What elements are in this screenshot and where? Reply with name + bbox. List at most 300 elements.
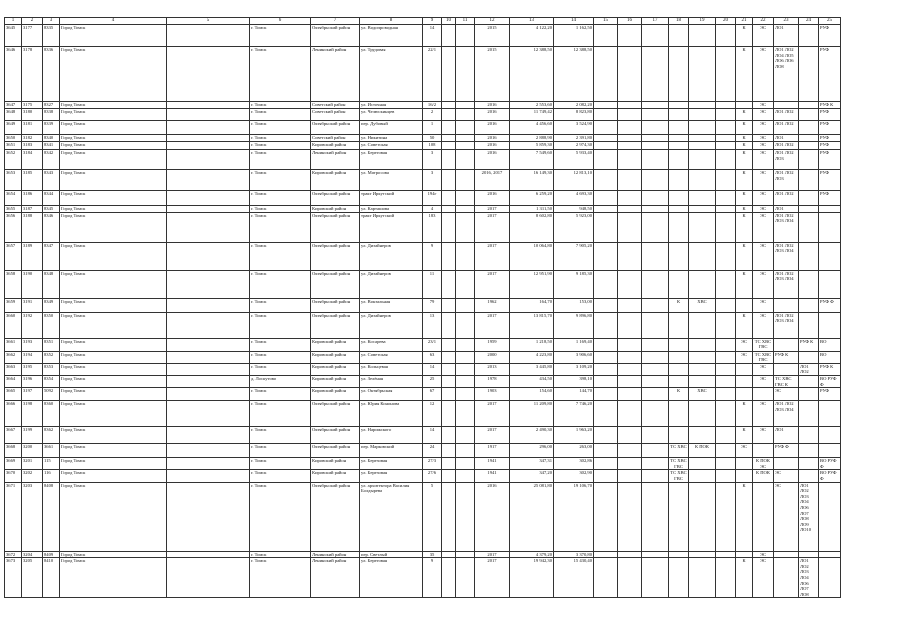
table-cell <box>618 444 642 458</box>
table-cell: 1941 <box>475 470 510 482</box>
table-cell: 8350 <box>43 312 60 338</box>
table-cell: ЭС <box>753 121 774 135</box>
table-cell: 434,50 <box>510 375 554 387</box>
table-cell: К <box>736 170 753 191</box>
table-cell <box>618 558 642 598</box>
table-row <box>5 191 841 206</box>
table-cell: тракт Иркутский <box>360 212 423 242</box>
table-cell: 8354 <box>43 375 60 387</box>
table-cell: 8353 <box>43 363 60 375</box>
table-cell <box>689 401 716 427</box>
table-cell <box>819 482 841 551</box>
table-cell: РУФ К <box>799 338 819 351</box>
table-cell: ВО РУФ Ф <box>819 458 841 470</box>
table-cell <box>594 482 618 551</box>
table-cell: 10 064,80 <box>510 242 554 270</box>
table-cell <box>618 206 642 213</box>
table-cell <box>618 212 642 242</box>
table-cell: ул. Дизайнеров <box>360 242 423 270</box>
table-row <box>5 351 841 363</box>
table-cell: 116 <box>43 470 60 482</box>
table-cell: ул. Кольцевая <box>360 363 423 375</box>
table-cell: 144,70 <box>554 388 594 401</box>
table-cell: 3667 <box>5 427 22 444</box>
table-cell <box>716 458 736 470</box>
table-cell <box>642 551 669 558</box>
column-number-header: 24 <box>799 18 819 25</box>
table-cell: 1 963,20 <box>554 427 594 444</box>
table-cell: 8352 <box>43 351 60 363</box>
table-row <box>5 170 841 191</box>
table-cell: К <box>669 298 689 312</box>
column-number-header: 8 <box>360 18 423 25</box>
table-row <box>5 363 841 375</box>
table-cell: 3662 <box>5 351 22 363</box>
table-cell <box>819 558 841 598</box>
table-cell <box>716 401 736 427</box>
table-cell <box>167 375 250 387</box>
table-cell <box>618 363 642 375</box>
table-cell <box>689 375 716 387</box>
table-cell <box>594 121 618 135</box>
table-cell: 3654 <box>5 191 22 206</box>
table-cell: ЛО1 ЛО2 ЛО3 ЛО4 <box>774 212 799 242</box>
table-cell: 3182 <box>22 135 43 142</box>
table-cell <box>799 142 819 150</box>
table-cell <box>456 482 475 551</box>
table-cell: Город Томск <box>60 558 167 598</box>
table-cell: 22/1 <box>423 47 442 102</box>
table-cell: 3204 <box>22 551 43 558</box>
table-cell <box>689 170 716 191</box>
table-cell: Октябрьский район <box>311 242 360 270</box>
table-cell: 8340 <box>43 135 60 142</box>
table-cell: 4 456,60 <box>510 121 554 135</box>
table-cell <box>736 458 753 470</box>
table-cell: 164,70 <box>510 298 554 312</box>
table-cell <box>774 458 799 470</box>
table-cell: РУФ <box>819 170 841 191</box>
table-cell: 1 169,40 <box>554 338 594 351</box>
table-cell: ул. Дизайнеров <box>360 312 423 338</box>
table-cell: 8 602,80 <box>510 212 554 242</box>
table-cell: К <box>736 47 753 102</box>
table-cell <box>456 242 475 270</box>
table-cell <box>689 47 716 102</box>
table-cell: 27/6 <box>423 470 442 482</box>
table-cell: ЭС <box>753 558 774 598</box>
table-cell <box>167 150 250 170</box>
table-row <box>5 401 841 427</box>
table-cell: 3 445,80 <box>510 363 554 375</box>
table-cell: 3195 <box>22 363 43 375</box>
table-cell <box>442 212 456 242</box>
table-cell: ЛО1 ЛО2 ЛО3 <box>774 150 799 170</box>
table-cell: 263,00 <box>554 444 594 458</box>
table-cell: г. Томск <box>250 312 311 338</box>
table-cell: Город Томск <box>60 121 167 135</box>
table-cell <box>594 142 618 150</box>
table-cell <box>642 482 669 551</box>
table-cell: Город Томск <box>60 47 167 102</box>
table-cell: 7 549,60 <box>510 150 554 170</box>
table-cell <box>736 298 753 312</box>
table-cell <box>774 551 799 558</box>
column-number-header: 20 <box>716 18 736 25</box>
table-cell: 2 490,30 <box>510 427 554 444</box>
table-cell <box>689 191 716 206</box>
table-cell: 12 388,50 <box>510 47 554 102</box>
table-cell: ул. Береговая <box>360 150 423 170</box>
table-cell: Город Томск <box>60 170 167 191</box>
table-cell: 8410 <box>43 558 60 598</box>
table-cell <box>799 298 819 312</box>
table-cell: г. Томск <box>250 338 311 351</box>
table-row <box>5 427 841 444</box>
table-cell <box>618 551 642 558</box>
table-cell <box>167 142 250 150</box>
table-cell: К <box>736 558 753 598</box>
table-cell: Город Томск <box>60 242 167 270</box>
table-cell: ТС ХВС ГВС <box>670 470 687 481</box>
table-cell <box>618 47 642 102</box>
table-cell: ул. Вокзальная <box>360 298 423 312</box>
table-cell <box>669 551 689 558</box>
table-cell: 12 388,50 <box>554 47 594 102</box>
table-cell: Октябрьский район <box>311 427 360 444</box>
table-cell: г. Томск <box>250 191 311 206</box>
table-cell: г. Томск <box>250 270 311 298</box>
table-cell: Октябрьский район <box>311 270 360 298</box>
table-cell <box>799 135 819 142</box>
table-cell: г. Томск <box>250 427 311 444</box>
table-cell <box>736 388 753 401</box>
table-cell <box>442 191 456 206</box>
table-cell: 11 209,80 <box>510 401 554 427</box>
table-cell <box>642 102 669 109</box>
table-cell <box>642 25 669 47</box>
table-cell: г. Томск <box>250 351 311 363</box>
table-cell <box>716 242 736 270</box>
table-cell <box>618 135 642 142</box>
table-cell: 296,00 <box>510 444 554 458</box>
table-cell <box>689 558 716 598</box>
table-cell <box>689 206 716 213</box>
table-cell <box>669 47 689 102</box>
table-cell <box>716 102 736 109</box>
table-cell: ул. Никитина <box>360 135 423 142</box>
table-cell: Октябрьский район <box>311 312 360 338</box>
column-number-header: 14 <box>554 18 594 25</box>
table-cell: 3175 <box>22 102 43 109</box>
column-number-header: 25 <box>819 18 841 25</box>
table-cell: 2017 <box>475 212 510 242</box>
table-cell: ул. Советская <box>360 142 423 150</box>
table-cell <box>167 388 250 401</box>
table-cell: Город Томск <box>60 135 167 142</box>
table-cell <box>594 170 618 191</box>
table-cell: 2017 <box>475 401 510 427</box>
table-cell <box>167 427 250 444</box>
table-cell: г. Томск <box>250 102 311 109</box>
table-cell <box>799 270 819 298</box>
table-cell: 3672 <box>5 551 22 558</box>
table-cell: Город Томск <box>60 444 167 458</box>
table-cell <box>669 25 689 47</box>
table-cell <box>799 242 819 270</box>
table-row <box>5 270 841 298</box>
table-cell: РУФ Ф <box>774 444 799 458</box>
table-cell <box>618 375 642 387</box>
table-cell: Город Томск <box>60 150 167 170</box>
table-cell: К <box>736 401 753 427</box>
table-cell: 25 081,80 <box>510 482 554 551</box>
table-cell: К <box>736 121 753 135</box>
table-cell <box>456 470 475 482</box>
table-cell: 2017 <box>475 270 510 298</box>
table-cell: ЛО1 ЛО2 ЛО3 ЛО4 <box>774 401 799 427</box>
table-cell: 2017 <box>475 242 510 270</box>
table-cell <box>753 388 774 401</box>
table-cell: ТС ХВС ГВС К <box>774 375 799 387</box>
table-cell <box>669 351 689 363</box>
table-cell <box>689 458 716 470</box>
table-cell <box>642 150 669 170</box>
table-cell <box>442 458 456 470</box>
table-cell: ЛО1 <box>774 427 799 444</box>
table-cell <box>716 551 736 558</box>
table-cell: Ленинский район <box>311 558 360 598</box>
table-cell: 2015 <box>475 47 510 102</box>
table-cell <box>642 109 669 121</box>
table-cell: г. Томск <box>250 150 311 170</box>
table-cell: ХВС <box>689 388 716 401</box>
table-cell: 2016 <box>475 102 510 109</box>
register-sheet <box>4 17 841 598</box>
table-cell <box>456 142 475 150</box>
table-cell: ТС ХВС ГВС <box>753 351 774 363</box>
table-cell <box>594 242 618 270</box>
table-cell <box>689 312 716 338</box>
table-cell: 3666 <box>5 401 22 427</box>
table-cell <box>669 427 689 444</box>
table-cell: 8345 <box>43 206 60 213</box>
table-cell: ЭС <box>753 312 774 338</box>
table-cell: 25 <box>423 375 442 387</box>
table-cell <box>689 102 716 109</box>
table-cell <box>442 375 456 387</box>
column-number-header: 16 <box>618 18 642 25</box>
table-cell <box>442 482 456 551</box>
table-cell: ТС ХВС <box>669 444 689 458</box>
table-cell: 3659 <box>5 298 22 312</box>
table-cell <box>689 427 716 444</box>
table-row <box>5 135 841 142</box>
table-cell: 2016 <box>475 191 510 206</box>
table-cell <box>669 206 689 213</box>
table-cell <box>716 427 736 444</box>
table-row <box>5 298 841 312</box>
table-cell: ЭС <box>753 401 774 427</box>
table-cell: 3664 <box>5 375 22 387</box>
table-cell: 8339 <box>43 121 60 135</box>
table-cell: ЭС <box>753 206 774 213</box>
table-cell: г. Томск <box>250 25 311 47</box>
table-cell <box>167 109 250 121</box>
table-cell: 8409 <box>43 551 60 558</box>
table-cell <box>618 121 642 135</box>
table-cell <box>456 427 475 444</box>
table-cell: г. Томск <box>250 142 311 150</box>
table-cell <box>442 242 456 270</box>
table-cell: ЛО1 ЛО2 ЛО3 ЛО4 <box>774 312 799 338</box>
table-cell <box>442 121 456 135</box>
table-cell: 2017 <box>475 312 510 338</box>
table-cell <box>819 444 841 458</box>
table-cell <box>456 191 475 206</box>
table-cell <box>456 401 475 427</box>
table-row <box>5 102 841 109</box>
table-cell: ул. Челюскинцев <box>360 109 423 121</box>
table-cell <box>442 170 456 191</box>
table-cell: 8347 <box>43 242 60 270</box>
table-cell <box>594 375 618 387</box>
table-cell <box>456 47 475 102</box>
table-cell <box>594 401 618 427</box>
column-number-header: 22 <box>753 18 774 25</box>
table-cell: 2016 <box>475 482 510 551</box>
table-cell: 115 <box>43 458 60 470</box>
table-cell: РУФ <box>819 135 841 142</box>
table-cell <box>456 351 475 363</box>
table-cell <box>753 482 774 551</box>
table-cell: 15 430,40 <box>554 558 594 598</box>
table-cell: Кировский район <box>311 170 360 191</box>
table-cell <box>442 25 456 47</box>
table-cell <box>594 363 618 375</box>
table-cell: Кировский район <box>311 375 360 387</box>
table-cell: 35 <box>423 551 442 558</box>
table-cell <box>716 298 736 312</box>
table-cell: ЭС <box>774 388 799 401</box>
table-cell <box>456 388 475 401</box>
table-cell: г. Томск <box>250 212 311 242</box>
table-cell: 3200 <box>22 444 43 458</box>
table-cell <box>753 444 774 458</box>
column-number-header: 21 <box>736 18 753 25</box>
table-cell: ЭС <box>753 298 774 312</box>
table-cell <box>456 150 475 170</box>
table-cell: К <box>736 427 753 444</box>
table-cell: 3645 <box>5 25 22 47</box>
table-cell <box>689 121 716 135</box>
table-cell <box>799 551 819 558</box>
table-cell <box>442 135 456 142</box>
table-cell <box>442 102 456 109</box>
table-cell: 2 391,80 <box>554 135 594 142</box>
table-cell <box>442 47 456 102</box>
table-cell <box>716 25 736 47</box>
table-cell: г. Томск <box>250 458 311 470</box>
table-cell: 3192 <box>22 312 43 338</box>
table-cell: 347,31 <box>510 458 554 470</box>
table-cell: ул. Матросова <box>360 170 423 191</box>
table-cell <box>716 375 736 387</box>
table-cell <box>669 109 689 121</box>
table-cell <box>456 558 475 598</box>
table-cell <box>442 401 456 427</box>
header-row <box>5 18 841 25</box>
table-cell <box>594 298 618 312</box>
table-cell: Город Томск <box>60 212 167 242</box>
table-cell: 2016 <box>475 150 510 170</box>
table-cell <box>669 363 689 375</box>
table-cell: 8348 <box>43 270 60 298</box>
table-cell <box>642 270 669 298</box>
table-row <box>5 388 841 401</box>
table-cell: ЛО1 ЛО2 ЛО3 ЛО4 ЛО6 ЛО7 ЛО8 <box>799 558 819 598</box>
table-cell <box>594 102 618 109</box>
column-number-header: 12 <box>475 18 510 25</box>
table-cell <box>716 444 736 458</box>
table-cell: ул. Октябрьская <box>360 388 423 401</box>
table-cell <box>594 212 618 242</box>
table-cell: 63 <box>423 351 442 363</box>
table-cell: 3651 <box>5 142 22 150</box>
table-cell <box>736 102 753 109</box>
table-cell <box>167 47 250 102</box>
table-cell: 183 <box>423 212 442 242</box>
table-cell: РУФ <box>819 25 841 47</box>
table-cell: Кировский район <box>311 458 360 470</box>
table-cell: 3663 <box>5 363 22 375</box>
table-cell: 3186 <box>22 191 43 206</box>
table-cell: 4 379,20 <box>510 551 554 558</box>
table-cell: 3203 <box>22 482 43 551</box>
table-cell: 4 223,80 <box>510 351 554 363</box>
table-cell: 3189 <box>22 242 43 270</box>
table-cell <box>799 401 819 427</box>
table-cell: ВО <box>819 338 841 351</box>
table-cell: ул. Источная <box>360 102 423 109</box>
table-cell: 3673 <box>5 558 22 598</box>
table-cell <box>799 470 819 482</box>
table-cell: 8341 <box>43 142 60 150</box>
table-cell: Город Томск <box>60 102 167 109</box>
table-cell: 2017 <box>475 427 510 444</box>
table-cell <box>799 191 819 206</box>
table-cell <box>774 363 799 375</box>
table-cell <box>618 191 642 206</box>
column-number-header: 3 <box>43 18 60 25</box>
table-cell: 302,90 <box>554 470 594 482</box>
table-cell: 79 <box>423 298 442 312</box>
table-cell: 108 <box>423 142 442 150</box>
table-cell: Город Томск <box>60 427 167 444</box>
table-cell <box>689 351 716 363</box>
table-cell: г. Томск <box>250 401 311 427</box>
table-cell: РУФ К <box>819 363 841 375</box>
table-cell: Город Томск <box>60 401 167 427</box>
table-cell: г. Томск <box>250 47 311 102</box>
table-cell: 5092 <box>43 388 60 401</box>
table-cell: д. Лоскутово <box>250 375 311 387</box>
table-cell: ул. Зелёная <box>360 375 423 387</box>
table-cell: пер. Марковский <box>360 444 423 458</box>
table-cell: Советский район <box>311 135 360 142</box>
table-cell <box>618 351 642 363</box>
table-cell: 3198 <box>22 401 43 427</box>
